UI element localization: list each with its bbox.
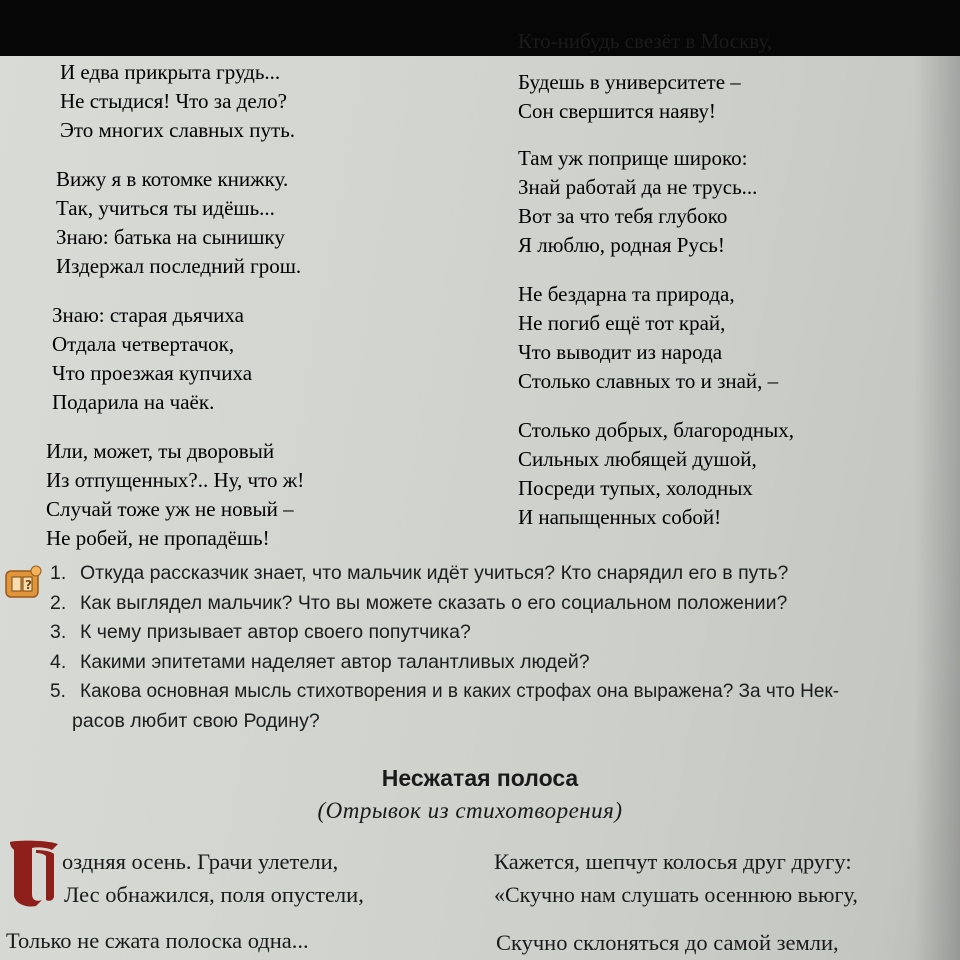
right-stanza-4 xyxy=(518,416,794,532)
left-stanza-3 xyxy=(52,301,304,417)
poem-line: Вот за что тебя глубоко xyxy=(518,204,728,228)
bottom-poem-line: Только не сжата полоска одна... xyxy=(6,928,309,953)
poem-line: Столько добрых, благородных, xyxy=(518,418,795,442)
question-item: 4. Какими эпитетами наделяет автор талантливых людей? xyxy=(50,650,590,673)
bottom-poem-line: оздняя осень. Грачи улетели, xyxy=(62,849,339,874)
poem-line: Не погиб ещё тот край, xyxy=(518,311,726,335)
left-stanza-1 xyxy=(60,58,304,145)
poem-line: Знаю: батька на сынишку xyxy=(56,225,285,249)
right-stanza-2 xyxy=(518,144,794,260)
poem-line: Это многих славных путь. xyxy=(60,118,296,142)
bottom-poem-line: Кажется, шепчут колосья друг другу: xyxy=(494,849,852,874)
poem-line: Сон свершится наяву! xyxy=(518,99,716,123)
bottom-poem-line: Лес обнажился, поля опустели, xyxy=(64,882,364,907)
poem-line: Так, учиться ты идёшь... xyxy=(56,196,275,220)
bottom-poem-line: «Скучно нам слушать осеннюю вьюгу, xyxy=(494,882,858,907)
poem-line: И напыщенных собой! xyxy=(518,505,722,529)
poem-line: Не робей, не пропадёшь! xyxy=(46,526,270,550)
poem-line: Из отпущенных?.. Ну, что ж! xyxy=(46,468,305,492)
poem-line: Случай тоже уж не новый – xyxy=(46,497,294,521)
poem-line: Вижу я в котомке книжку. xyxy=(56,167,289,191)
section-title: Несжатая полоса xyxy=(381,765,579,791)
questions-list xyxy=(50,559,950,736)
dropcap-ornament xyxy=(6,838,62,908)
poem-line: Знай работай да не трусь... xyxy=(518,175,758,199)
poem-line: Там уж поприще широко: xyxy=(518,146,748,170)
question-book-icon xyxy=(4,565,42,601)
poem-line: Подарила на чаёк. xyxy=(52,390,215,414)
question-item: 3. К чему призывает автор своего попутчика? xyxy=(50,621,471,643)
right-poem-clipped-line: Кто-нибудь свезёт в Москву, xyxy=(518,29,773,53)
poem-line: Или, может, ты дворовый xyxy=(46,439,275,463)
left-stanza-2 xyxy=(56,165,304,281)
right-stanza-3 xyxy=(518,280,794,396)
poem-line: Что выводит из народа xyxy=(518,340,723,364)
poem-line: Что проезжая купчиха xyxy=(52,361,253,385)
poem-line: Не стыдися! Что за дело? xyxy=(60,89,287,113)
left-poem-column xyxy=(46,58,305,573)
poem-line: Не бездарна та природа, xyxy=(518,282,735,306)
right-stanza-1 xyxy=(518,68,794,126)
poem-line: Издержал последний грош. xyxy=(56,254,302,278)
section-subtitle: (Отрывок из стихотворения) xyxy=(317,798,623,823)
question-item-continuation: расов любит свою Родину? xyxy=(72,709,320,732)
poem-line: Посреди тупых, холодных xyxy=(518,476,753,500)
poem-line: Сильных любящей душой, xyxy=(518,447,757,471)
poem-line: Отдала четвертачок, xyxy=(52,332,235,356)
poem-line: Я люблю, родная Русь! xyxy=(518,233,725,257)
question-item: 5. Какова основная мысль стихотворения и в каких строфах она выражена? За что Нек- xyxy=(50,681,840,702)
poem-line: Знаю: старая дьячиха xyxy=(52,303,244,327)
left-stanza-4 xyxy=(46,437,304,553)
page-edge-shadow xyxy=(914,56,960,960)
svg-text:?: ? xyxy=(25,578,32,592)
question-item: 1. Откуда рассказчик знает, что мальчик идёт учиться? Кто снарядил его в путь? xyxy=(50,562,789,584)
poem-line: Будешь в университете – xyxy=(518,70,741,94)
right-poem-column xyxy=(518,68,794,552)
question-item: 2. Как выглядел мальчик? Что вы можете сказать о его социальном положении? xyxy=(50,591,788,614)
poem-line: И едва прикрыта грудь... xyxy=(60,60,281,84)
bottom-poem-line: Скучно склоняться до самой земли, xyxy=(496,930,839,955)
poem-line: Столько славных то и знай, – xyxy=(518,369,779,393)
top-black-bar xyxy=(0,0,960,56)
